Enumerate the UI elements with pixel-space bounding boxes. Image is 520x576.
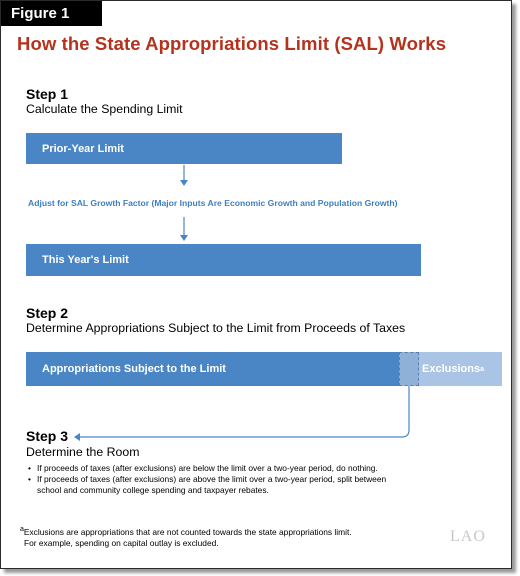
step1-heading: Step 1 [26,86,69,102]
bullet-item: • If proceeds of taxes (after exclusions) are above the limit over a two-year period, split between [28,474,387,484]
arrow-down-1-head [180,180,188,186]
step3-description: Determine the Room [26,445,140,459]
exclusions-label: Exclusions [422,363,481,375]
lao-logo: LAO [450,528,486,545]
step3-connector-line [80,386,409,437]
step2-heading: Step 2 [26,305,69,321]
bullet-item: • If proceeds of taxes (after exclusions) are below the limit over a two-year period, do nothing. [28,463,378,473]
step3-connector-arrowhead [74,433,80,441]
footnote-line1: Exclusions are appropriations that are not counted towards the state appropriations limit. [23,526,352,537]
growth-factor-adjustment: Adjust for SAL Growth Factor (Major Inputs Are Economic Growth and Population Growth) [28,198,398,208]
bullet-item-continuation: school and community college spending and taxpayer rebates. [37,485,269,495]
this-year-limit-bar: This Year's Limit [26,244,421,276]
step2-description: Determine Appropriations Subject to the Limit from Proceeds of Taxes [26,321,406,335]
arrow-down-2-head [180,235,188,241]
step3-heading: Step 3 [26,428,71,444]
exclusions-footnote-mark: a [480,365,484,373]
figure-label: Figure 1 [1,1,102,26]
appropriations-subject-bar: Appropriations Subject to the Limit [26,352,399,386]
footnote-line2: For example, spending on capital outlay is excluded. [24,537,219,548]
step3-bullets [28,463,386,496]
footnote-mark: a [20,526,24,533]
prior-year-limit-bar: Prior-Year Limit [26,133,342,164]
step1-description: Calculate the Spending Limit [26,102,183,116]
footnote [20,524,352,549]
figure-title: How the State Appropriations Limit (SAL) Works [17,33,447,54]
